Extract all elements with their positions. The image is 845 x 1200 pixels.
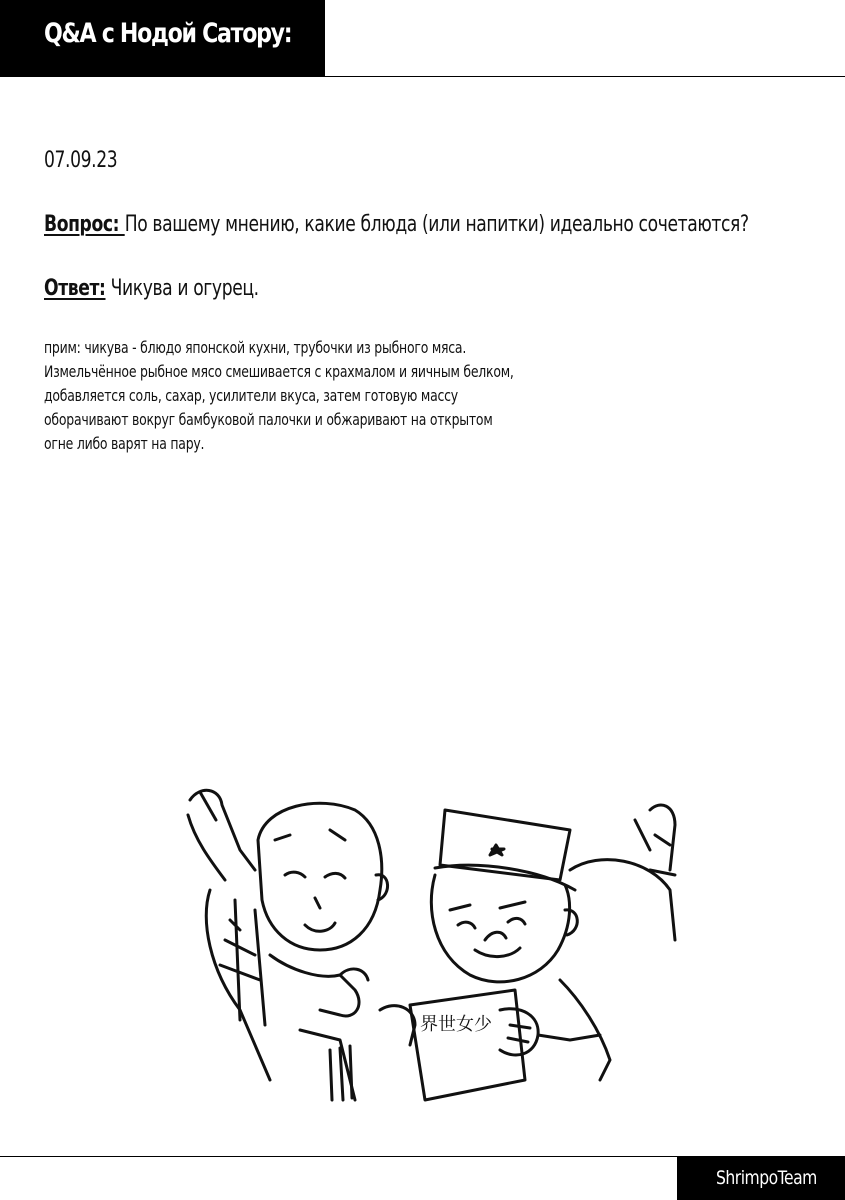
question-text: По вашему мнению, какие блюда (или напитки) идеально сочетаются? <box>124 212 749 237</box>
translator-note <box>44 336 514 456</box>
team-credit: ShrimpoTeam <box>716 1167 817 1189</box>
question-block <box>44 212 749 237</box>
question-label: Вопрос: <box>44 212 125 237</box>
footer-rule <box>0 1156 677 1157</box>
page-title: Q&A с Нодой Сатору: <box>44 18 292 49</box>
note-line: прим: чикува - блюдо японской кухни, трубочки из рыбного мяса. <box>44 338 467 357</box>
sign-text: 界世女少 <box>420 1014 492 1035</box>
note-line: огне либо варят на пару. <box>44 434 205 453</box>
answer-label: Ответ: <box>44 276 106 301</box>
note-line: оборачивают вокруг бамбуковой палочки и обжаривают на открытом <box>44 410 493 429</box>
post-date: 07.09.23 <box>44 148 118 173</box>
sketch-illustration <box>180 780 680 1115</box>
answer-block <box>44 276 259 301</box>
note-line: Измельчённое рыбное мясо смешивается с крахмалом и яичным белком, <box>44 362 514 381</box>
answer-text: Чикува и огурец. <box>110 276 259 301</box>
note-line: добавляется соль, сахар, усилители вкуса, затем готовую массу <box>44 386 458 405</box>
header-rule <box>325 76 845 77</box>
